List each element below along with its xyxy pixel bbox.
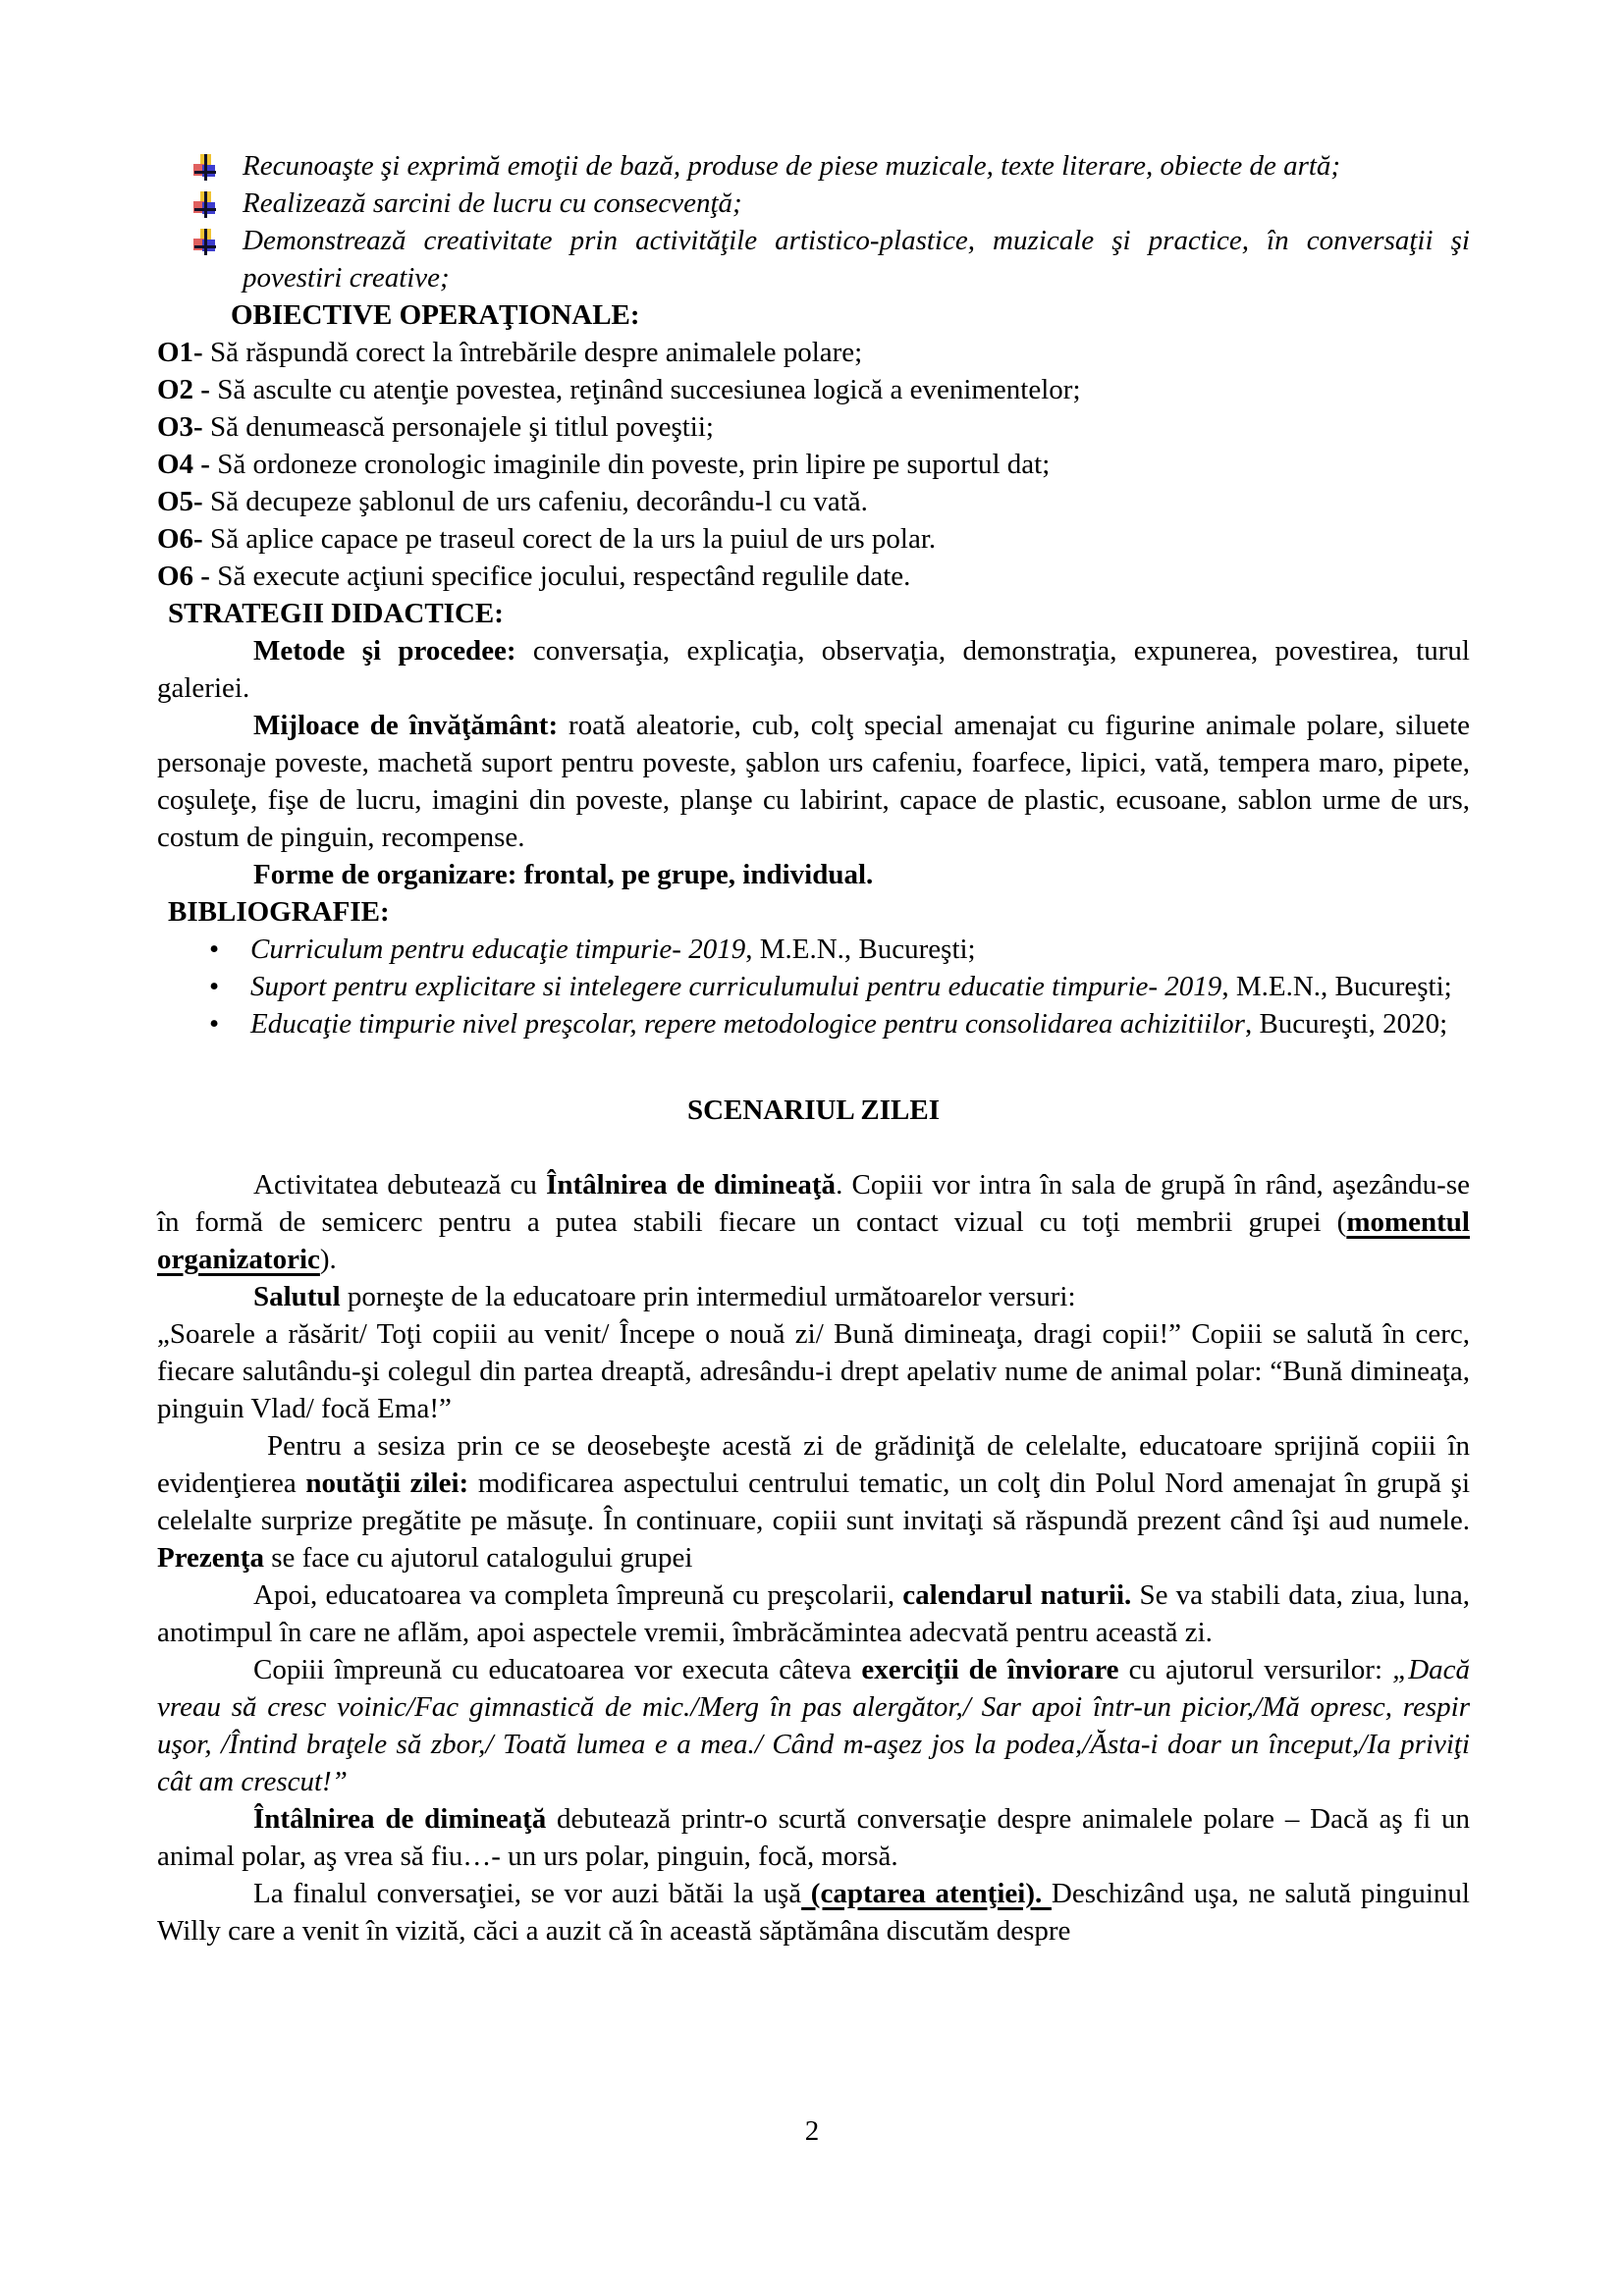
scenario-paragraph-attention bbox=[157, 1875, 1470, 1949]
text-run: ). bbox=[319, 1244, 337, 1275]
bibliography-list bbox=[157, 931, 1470, 1042]
scenario-paragraph-exercises bbox=[157, 1651, 1470, 1800]
competency-item bbox=[157, 147, 1470, 185]
text-run: cu ajutorul versurilor: bbox=[1118, 1654, 1393, 1685]
text-run: , Bucureşti, 2020; bbox=[1244, 1008, 1448, 1040]
paragraph-organization-forms bbox=[157, 856, 1470, 893]
text-run: porneşte de la educatoare prin intermediul următoarelor versuri: bbox=[340, 1281, 1076, 1312]
strategies-heading: STRATEGII DIDACTICE: bbox=[168, 598, 504, 629]
scenario-paragraph-morning-meeting bbox=[157, 1166, 1470, 1278]
text-run: roată aleatorie, cub, colţ special amenajat cu figurine animale polare, siluete personaje poveste, machetă suport pentru poveste, şablon urs cafeniu, foarfece, lipici, vată, tempera maro, pipete, coşuleţe, fişe de lucru, imagini din poveste, planşe cu labirint, capace de plastic, ecusoane, sablon urme de urs, costum de pinguin, recompense. bbox=[157, 710, 1470, 853]
text-run: conversaţia, explicaţia, observaţia, demonstraţia, expunerea, povestirea, turul galeriei. bbox=[157, 635, 1470, 704]
text-run: Să ordoneze cronologic imaginile din poveste, prin lipire pe suportul dat; bbox=[209, 449, 1051, 480]
text-run: modificarea aspectului centrului tematic, un colţ din Polul Nord amenajat în grupă şi celelalte surprize pregătite pe măsuţe. În continuare, copiii sunt invitaţi să răspundă prezent când îşi aud numele. bbox=[157, 1468, 1470, 1536]
text-run: „Soarele a răsărit/ Toţi copiii au venit/ Începe o nouă zi/ Bună dimineaţa, dragi copii!” Copiii se salută în cerc, fiecare salutându-şi colegul din partea dreaptă, adresându-i drept apelativ nume de animal polar: “Bună dimineaţa, pinguin Vlad/ focă Ema!” bbox=[157, 1318, 1470, 1424]
objective-item-o5 bbox=[157, 483, 1470, 520]
scenario-paragraph-calendar bbox=[157, 1576, 1470, 1651]
text-run: debutează printr-o scurtă conversaţie despre animalele polare – Dacă aş fi un animal polar, aş vrea să fiu…- un urs polar, pinguin, focă, morsă. bbox=[157, 1803, 1471, 1872]
text-run: O1- bbox=[157, 337, 203, 368]
text-run: Activitatea debutează cu bbox=[253, 1169, 547, 1201]
text-run: Recunoaşte şi exprimă emoţii de bază, produse de piese muzicale, texte literare, obiecte de artă; bbox=[243, 150, 1341, 182]
bibliography-item bbox=[157, 968, 1470, 1005]
scenario-heading: SCENARIUL ZILEI bbox=[686, 1095, 941, 1126]
competency-text bbox=[243, 187, 742, 219]
text-run: Să execute acţiuni specifice jocului, respectând regulile date. bbox=[209, 561, 911, 592]
text-run: Să asculte cu atenţie povestea, reţinând succesiunea logică a evenimentelor; bbox=[209, 374, 1081, 405]
text-run: Se va stabili data, ziua, luna, anotimpul în care ne aflăm, apoi aspectele vremii, îmbrăcămintea adecvată pentru această zi. bbox=[157, 1579, 1470, 1648]
text-run: Copiii împreună cu educatoarea vor executa câteva bbox=[253, 1654, 862, 1685]
text-run: noutăţii zilei: bbox=[305, 1468, 469, 1499]
text-run: Metode şi procedee: bbox=[253, 635, 516, 667]
objective-item-o1 bbox=[157, 334, 1470, 371]
competency-text bbox=[243, 225, 1470, 294]
text-run: Forme de organizare: frontal, pe grupe, individual. bbox=[253, 859, 874, 890]
page-number: 2 bbox=[804, 2115, 820, 2147]
objectives-heading: OBIECTIVE OPERAŢIONALE: bbox=[231, 299, 640, 331]
competency-text bbox=[243, 150, 1340, 182]
bibliography-item bbox=[157, 931, 1470, 968]
colored-plus-bullet-icon bbox=[193, 229, 217, 255]
text-run: La finalul conversaţiei, se vor auzi bătăi la uşă bbox=[253, 1878, 802, 1909]
text-run: Să aplice capace pe traseul corect de la urs la puiul de urs polar. bbox=[202, 523, 937, 555]
text-run: . Copiii vor intra în sala de grupă în rând, aşezându-se în formă de semicerc pentru a putea stabili fiecare un contact vizual cu toţi membrii grupei ( bbox=[157, 1169, 1470, 1238]
text-run: Deschizând uşa, ne salută pinguinul Willy care a venit în vizită, căci a auzit că în această săptămâna discutăm despre bbox=[157, 1878, 1470, 1947]
text-run: O6 - bbox=[157, 561, 210, 592]
text-run: (captarea atenţiei). bbox=[801, 1878, 1052, 1909]
text-run: O3- bbox=[157, 411, 203, 443]
text-run: momentul organizatoric bbox=[157, 1206, 1470, 1275]
scenario-paragraph-salute bbox=[157, 1278, 1470, 1315]
text-run: Curriculum pentru educaţie timpurie- 2019 bbox=[250, 934, 746, 965]
objective-item-o3 bbox=[157, 408, 1470, 446]
colored-plus-bullet-icon bbox=[193, 191, 217, 218]
text-run: , M.E.N., Bucureşti; bbox=[1221, 971, 1452, 1002]
competencies-list bbox=[157, 147, 1470, 296]
scenario-paragraph-verses bbox=[157, 1315, 1470, 1427]
text-run: Realizează sarcini de lucru cu consecvenţă; bbox=[243, 187, 742, 219]
text-run: Să denumească personajele şi titlul poveştii; bbox=[202, 411, 714, 443]
text-run: Prezenţa bbox=[157, 1542, 264, 1574]
text-run: Să răspundă corect la întrebările despre animalele polare; bbox=[202, 337, 863, 368]
text-run: Mijloace de învăţământ: bbox=[253, 710, 559, 741]
bibliography-item bbox=[157, 1005, 1470, 1042]
objective-item-o6b bbox=[157, 558, 1470, 595]
text-run: Întâlnirea de dimineaţă bbox=[253, 1803, 547, 1835]
objective-item-o6a bbox=[157, 520, 1470, 558]
text-run: O2 - bbox=[157, 374, 210, 405]
bibliography-heading: BIBLIOGRAFIE: bbox=[168, 896, 390, 928]
competency-item bbox=[157, 185, 1470, 222]
text-run: Apoi, educatoarea va completa împreună cu preşcolarii, bbox=[253, 1579, 903, 1611]
text-run: Demonstrează creativitate prin activităţile artistico-plastice, muzicale şi practice, în conversaţii şi povestiri creative; bbox=[243, 225, 1470, 294]
objective-item-o4 bbox=[157, 446, 1470, 483]
text-run: Salutul bbox=[253, 1281, 341, 1312]
text-run: calendarul naturii. bbox=[902, 1579, 1132, 1611]
text-run: Întâlnirea de dimineaţă bbox=[546, 1169, 837, 1201]
text-run: O4 - bbox=[157, 449, 210, 480]
text-run: O6- bbox=[157, 523, 203, 555]
scenario-paragraph-conversation bbox=[157, 1800, 1470, 1875]
text-run: O5- bbox=[157, 486, 203, 517]
objective-item-o2 bbox=[157, 371, 1470, 408]
text-run: Pentru a sesiza prin ce se deosebeşte acestă zi de grădiniţă de celelalte, educatoare sprijină copiii în evidenţierea bbox=[157, 1430, 1470, 1499]
text-run: Educaţie timpurie nivel preşcolar, repere metodologice pentru consolidarea achizitiilor bbox=[250, 1008, 1245, 1040]
colored-plus-bullet-icon bbox=[193, 154, 217, 181]
text-run: „Dacă vreau să cresc voinic/Fac gimnastică de mic./Merg în pas alergător,/ Sar apoi într-un picior,/Mă opresc, respir uşor, /Întind braţele să zbor,/ Toată lumea e a mea./ Când m-aşez jos la podea,/Ăsta-i doar un început,/Ia priviţi cât am crescut!” bbox=[157, 1654, 1471, 1797]
text-run: Suport pentru explicitare si intelegere curriculumului pentru educatie timpurie- 2019 bbox=[250, 971, 1222, 1002]
competency-item bbox=[157, 222, 1470, 296]
text-run: , M.E.N., Bucureşti; bbox=[745, 934, 976, 965]
scenario-paragraph-novelty bbox=[157, 1427, 1470, 1576]
text-run: se face cu ajutorul catalogului grupei bbox=[263, 1542, 693, 1574]
text-run: Să decupeze şablonul de urs cafeniu, decorându-l cu vată. bbox=[202, 486, 868, 517]
paragraph-materials bbox=[157, 707, 1470, 856]
paragraph-methods bbox=[157, 632, 1470, 707]
text-run: exerciţii de înviorare bbox=[861, 1654, 1119, 1685]
